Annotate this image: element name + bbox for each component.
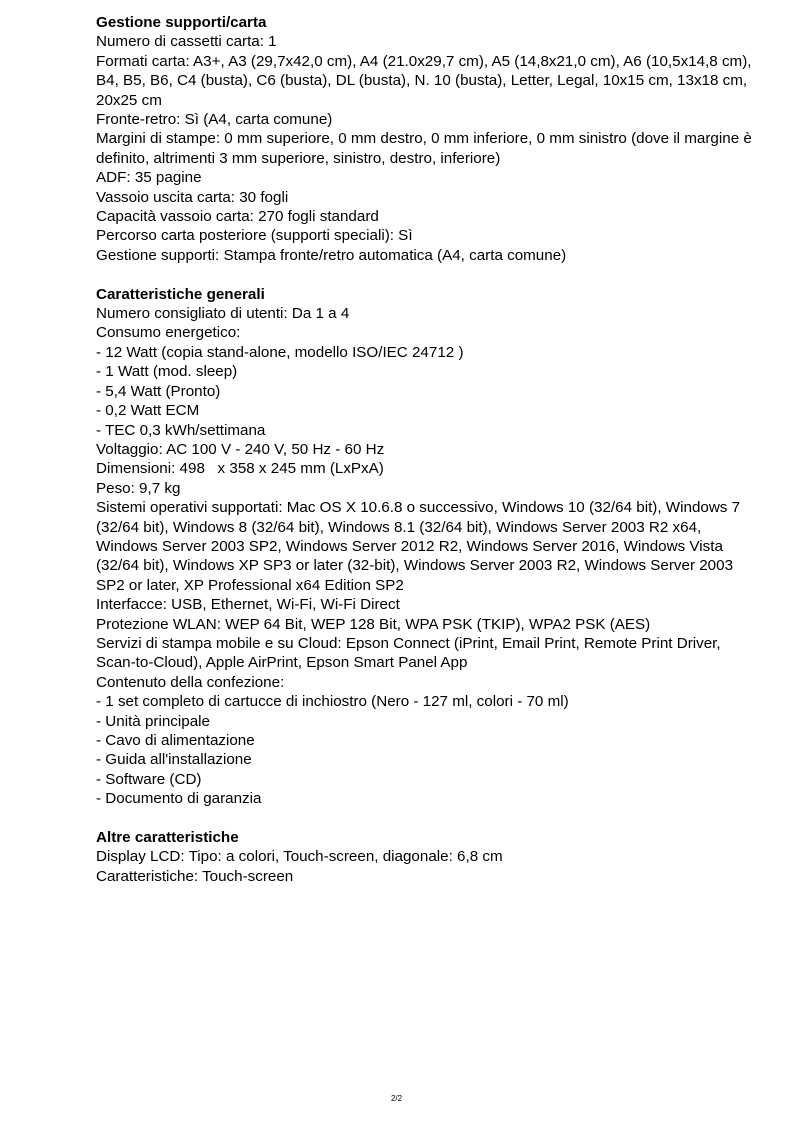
spec-line: Vassoio uscita carta: 30 fogli [96, 188, 289, 206]
spec-line: - 0,2 Watt ECM [96, 402, 200, 420]
spec-line: Numero consigliato di utenti: Da 1 a 4 [96, 305, 350, 323]
section-title: Gestione supporti/carta [96, 14, 267, 31]
spec-line: Peso: 9,7 kg [96, 479, 181, 497]
document-page [96, 13, 756, 886]
spec-line: Consumo energetico: [96, 324, 241, 342]
spec-line: Sistemi operativi supportati: Mac OS X 10.6.8 o successivo, Windows 10 (32/64 bit), Windows 7 (32/64 bit), Windows 8 (32/64 bit), Windows 8.1 (32/64 bit), Windows Server 2003 R2 x64, Windows Server 2003 SP2, Windows Server 2012 R2, Windows Server 2016, Windows Vista (32/64 bit), Windows XP SP3 or later (32-bit), Windows Server 2003 R2, Windows Server 2003 SP2 or later, XP Professional x64 Edition SP2 [96, 499, 745, 594]
spec-line: Servizi di stampa mobile e su Cloud: Epson Connect (iPrint, Email Print, Remote Print Driver, Scan-to-Cloud), Apple AirPrint, Epson Smart Panel App [96, 634, 725, 672]
section [96, 828, 756, 886]
spec-line: Voltaggio: AC 100 V - 240 V, 50 Hz - 60 Hz [96, 440, 385, 458]
spec-line: Fronte-retro: Sì (A4, carta comune) [96, 111, 333, 129]
spec-line: ADF: 35 pagine [96, 169, 202, 187]
spec-line: Protezione WLAN: WEP 64 Bit, WEP 128 Bit, WPA PSK (TKIP), WPA2 PSK (AES) [96, 615, 651, 633]
spec-line: Interfacce: USB, Ethernet, Wi-Fi, Wi-Fi Direct [96, 596, 400, 614]
spec-line: - Guida all'installazione [96, 751, 252, 769]
spec-line: Caratteristiche: Touch-screen [96, 867, 294, 885]
spec-line: - 12 Watt (copia stand-alone, modello ISO/IEC 24712 ) [96, 343, 464, 361]
spec-line: - Documento di garanzia [96, 790, 262, 808]
spec-line: Formati carta: A3+, A3 (29,7x42,0 cm), A4 (21.0x29,7 cm), A5 (14,8x21,0 cm), A6 (10,5x14,8 cm), B4, B5, B6, C4 (busta), C6 (busta), DL (busta), N. 10 (busta), Letter, Legal, 10x15 cm, 13x18 cm, 20x25 cm [96, 52, 756, 109]
spec-line: Gestione supporti: Stampa fronte/retro automatica (A4, carta comune) [96, 246, 567, 264]
spec-line: - Cavo di alimentazione [96, 732, 255, 750]
section-title: Caratteristiche generali [96, 285, 265, 303]
spec-line: Display LCD: Tipo: a colori, Touch-screen, diagonale: 6,8 cm [96, 848, 503, 866]
spec-line: Numero di cassetti carta: 1 [96, 33, 277, 51]
spec-line: Dimensioni: 498 x 358 x 245 mm (LxPxA) [96, 460, 384, 478]
section [96, 13, 756, 265]
spec-line: Capacità vassoio carta: 270 fogli standard [96, 208, 379, 226]
spec-line: - 5,4 Watt (Pronto) [96, 382, 221, 400]
spec-line: Contenuto della confezione: [96, 673, 285, 691]
spec-line: Percorso carta posteriore (supporti speciali): Sì [96, 227, 413, 245]
section [96, 285, 756, 809]
section-title: Altre caratteristiche [96, 829, 239, 847]
spec-line: - 1 set completo di cartucce di inchiostro (Nero - 127 ml, colori - 70 ml) [96, 693, 569, 711]
spec-line: - Unità principale [96, 712, 210, 730]
spec-line: - TEC 0,3 kWh/settimana [96, 421, 266, 439]
spec-line: - Software (CD) [96, 770, 202, 788]
spec-line: - 1 Watt (mod. sleep) [96, 363, 238, 381]
page-number: 2/2 [390, 1094, 403, 1103]
spec-line: Margini di stampe: 0 mm superiore, 0 mm destro, 0 mm inferiore, 0 mm sinistro (dove il margine è definito, altrimenti 3 mm superiore, sinistro, destro, inferiore) [96, 130, 757, 167]
